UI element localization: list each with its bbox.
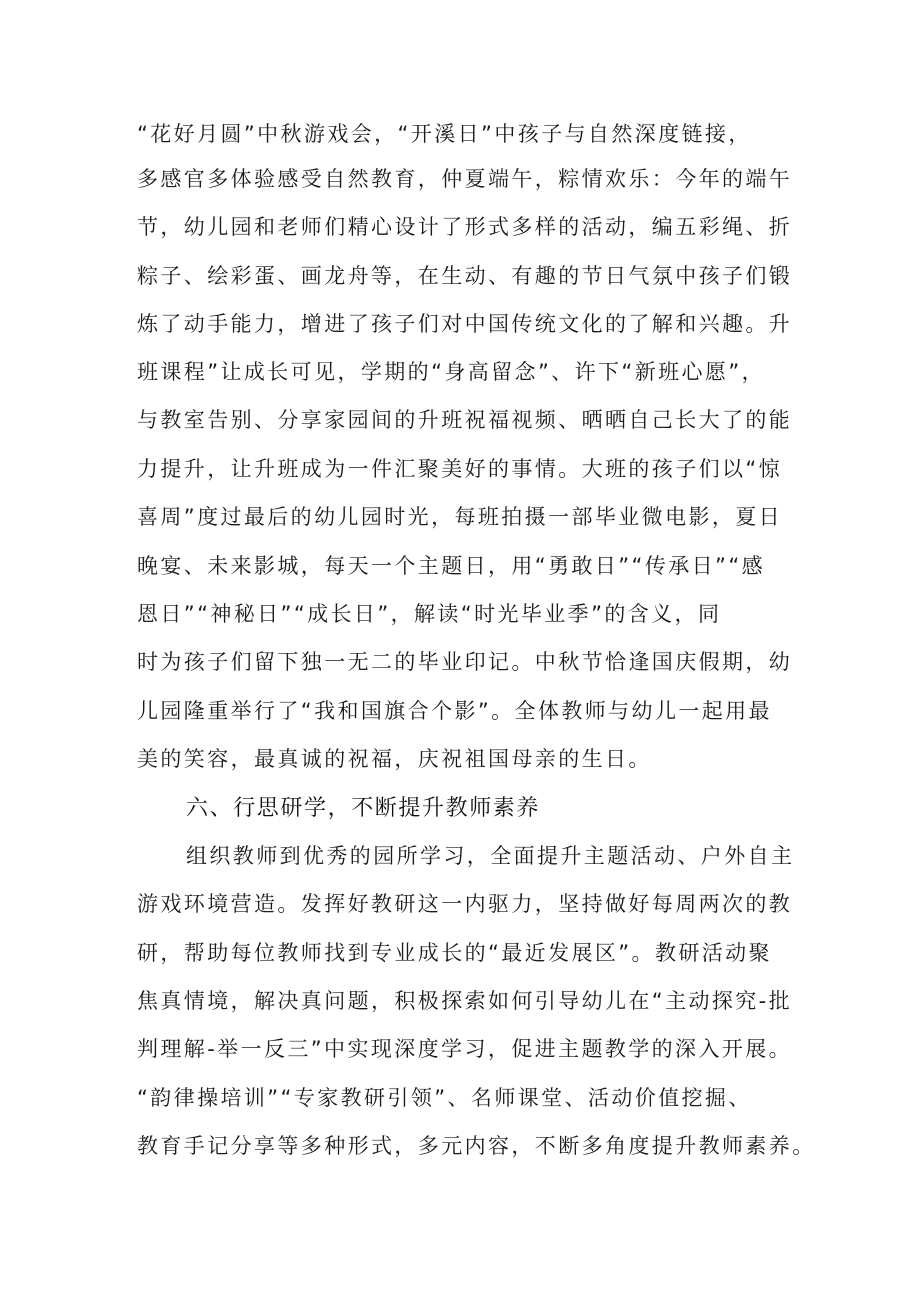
paragraph-line: 炼了动手能力，增进了孩子们对中国传统文化的了解和兴趣。升 <box>137 312 793 336</box>
paragraph-line: 力提升，让升班成为一件汇聚美好的事情。大班的孩子们以“惊 <box>137 457 783 481</box>
paragraph-line: 美的笑容，最真诚的祝福，庆祝祖国母亲的生日。 <box>137 747 652 771</box>
paragraph-line: 粽子、绘彩蛋、画龙舟等，在生动、有趣的节日气氛中孩子们锻 <box>137 264 793 288</box>
paragraph-line: 节，幼儿园和老师们精心设计了形式多样的活动，编五彩绳、折 <box>137 215 793 239</box>
paragraph-line: 焦真情境，解决真问题，积极探索如何引导幼儿在“主动探究-批 <box>137 989 793 1013</box>
paragraph-line: 晚宴、未来影城，每天一个主题日，用“勇敢日”“传承日”“感 <box>137 554 765 578</box>
paragraph-line: 游戏环境营造。发挥好教研这一内驱力，坚持做好每周两次的教 <box>137 892 793 916</box>
paragraph-line: 判理解-举一反三”中实现深度学习，促进主题教学的深入开展。 <box>137 1037 793 1061</box>
paragraph-line: 研，帮助每位教师找到专业成长的“最近发展区”。教研活动聚 <box>137 941 772 965</box>
paragraph-line: 班课程”让成长可见，学期的“身高留念”、许下“新班心愿”， <box>137 360 765 384</box>
paragraph-line: 喜周”度过最后的幼儿园时光，每班拍摄一部毕业微电影，夏日 <box>137 505 783 529</box>
paragraph-line: 恩日”“神秘日”“成长日”，解读“时光毕业季”的含义，同 <box>137 602 722 626</box>
paragraph-line: “花好月圆”中秋游戏会，“开溪日”中孩子与自然深度链接， <box>137 122 752 146</box>
paragraph-line: 多感官多体验感受自然教育，仲夏端午，粽情欢乐：今年的端午 <box>137 167 793 191</box>
paragraph-line: 教育手记分享等多种形式，多元内容，不断多角度提升教师素养。 <box>137 1134 816 1158</box>
paragraph-line: 与教室告别、分享家园间的升班祝福视频、晒晒自己长大了的能 <box>137 408 793 432</box>
section-heading: 六、行思研学，不断提升教师素养 <box>186 796 541 821</box>
paragraph-line: 组织教师到优秀的园所学习，全面提升主题活动、户外自主 <box>186 844 795 868</box>
paragraph-line: “韵律操培训”“专家教研引领”、名师课堂、活动价值挖掘、 <box>137 1086 752 1110</box>
paragraph-line: 时为孩子们留下独一无二的毕业印记。中秋节恰逢国庆假期，幼 <box>137 650 793 674</box>
paragraph-line: 儿园隆重举行了“我和国旗合个影”。全体教师与幼儿一起用最 <box>137 699 772 723</box>
